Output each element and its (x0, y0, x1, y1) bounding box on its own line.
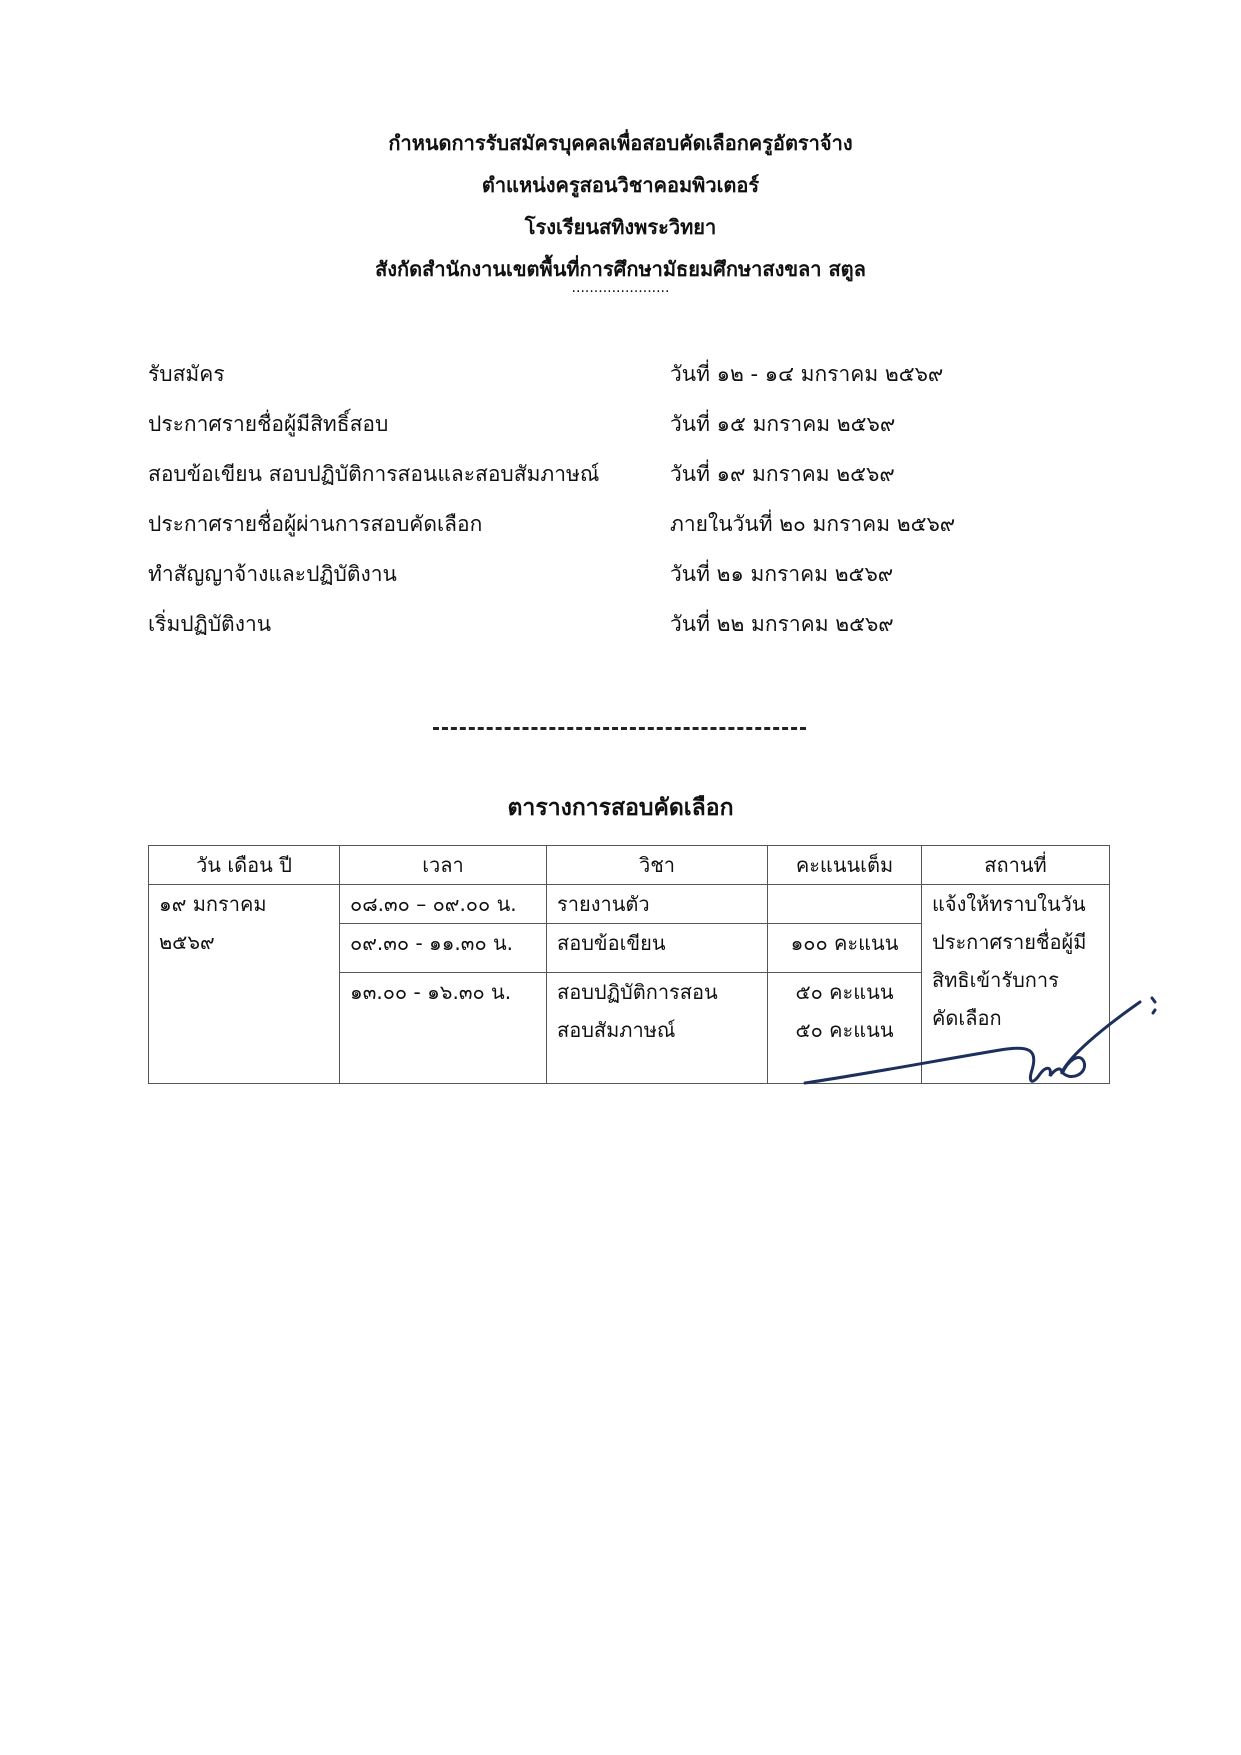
schedule-date: ภายในวันที่ ๒๐ มกราคม ๒๕๖๙ (670, 512, 956, 536)
document-header (0, 122, 1241, 290)
score-line: ๕๐ คะแนน (795, 980, 894, 1004)
schedule-list (148, 358, 1048, 658)
year-line: ๒๕๖๙ (159, 930, 215, 954)
schedule-item (148, 408, 1048, 458)
schedule-item (148, 558, 1048, 608)
date-line: ๑๙ มกราคม (159, 892, 267, 916)
exam-table (148, 845, 1110, 1084)
schedule-label: สอบข้อเขียน สอบปฏิบัติการสอนและสอบสัมภาษณ์ (148, 462, 600, 486)
score-cell: ๑๐๐ คะแนน (768, 924, 922, 973)
time-cell: ๐๘.๓๐ – ๐๙.๐๐ น. (340, 885, 547, 924)
header-date: วัน เดือน ปี (149, 846, 340, 885)
schedule-date: วันที่ ๑๙ มกราคม ๒๕๖๙ (670, 462, 895, 486)
dotted-separator: ...................... (571, 280, 670, 296)
schedule-label: เริ่มปฏิบัติงาน (148, 612, 272, 636)
table-row (149, 885, 1110, 924)
location-line: คัดเลือก (932, 1006, 1002, 1030)
schedule-item (148, 358, 1048, 408)
schedule-label: ทำสัญญาจ้างและปฏิบัติงาน (148, 562, 397, 586)
schedule-date: วันที่ ๑๒ - ๑๔ มกราคม ๒๕๖๙ (670, 362, 944, 386)
score-cell (768, 973, 922, 1084)
schedule-item (148, 608, 1048, 658)
header-location: สถานที่ (922, 846, 1110, 885)
subject-cell (547, 973, 768, 1084)
subject-line: สอบสัมภาษณ์ (557, 1018, 676, 1042)
header-school: โรงเรียนสทิงพระวิทยา (524, 215, 717, 239)
table-header-row (149, 846, 1110, 885)
score-cell (768, 885, 922, 924)
header-time: เวลา (340, 846, 547, 885)
schedule-item (148, 458, 1048, 508)
schedule-date: วันที่ ๒๒ มกราคม ๒๕๖๙ (670, 612, 894, 636)
time-cell: ๐๙.๓๐ - ๑๑.๓๐ น. (340, 924, 547, 973)
schedule-label: ประกาศรายชื่อผู้ผ่านการสอบคัดเลือก (148, 512, 483, 536)
subject-cell: สอบข้อเขียน (547, 924, 768, 973)
subject-cell: รายงานตัว (547, 885, 768, 924)
header-score: คะแนนเต็ม (768, 846, 922, 885)
location-line: สิทธิเข้ารับการ (932, 968, 1059, 992)
dashed-divider (433, 727, 806, 730)
schedule-label: ประกาศรายชื่อผู้มีสิทธิ์สอบ (148, 412, 389, 436)
location-cell (922, 885, 1110, 1084)
header-title: กำหนดการรับสมัครบุคคลเพื่อสอบคัดเลือกครูอัตราจ้าง (388, 131, 853, 155)
schedule-label: รับสมัคร (148, 362, 225, 386)
header-position: ตำแหน่งครูสอนวิชาคอมพิวเตอร์ (481, 173, 760, 197)
subject-line: สอบปฏิบัติการสอน (557, 980, 718, 1004)
location-line: ประกาศรายชื่อผู้มี (932, 930, 1087, 954)
score-line: ๕๐ คะแนน (795, 1018, 894, 1042)
time-cell: ๑๓.๐๐ - ๑๖.๓๐ น. (340, 973, 547, 1084)
schedule-date: วันที่ ๑๕ มกราคม ๒๕๖๙ (670, 412, 896, 436)
location-line: แจ้งให้ทราบในวัน (932, 892, 1086, 916)
exam-table-title: ตารางการสอบคัดเลือก (507, 795, 734, 821)
header-subject: วิชา (547, 846, 768, 885)
schedule-item (148, 508, 1048, 558)
header-office: สังกัดสำนักงานเขตพื้นที่การศึกษามัธยมศึกษาสงขลา สตูล (375, 257, 866, 281)
schedule-date: วันที่ ๒๑ มกราคม ๒๕๖๙ (670, 562, 894, 586)
date-cell (149, 885, 340, 1084)
